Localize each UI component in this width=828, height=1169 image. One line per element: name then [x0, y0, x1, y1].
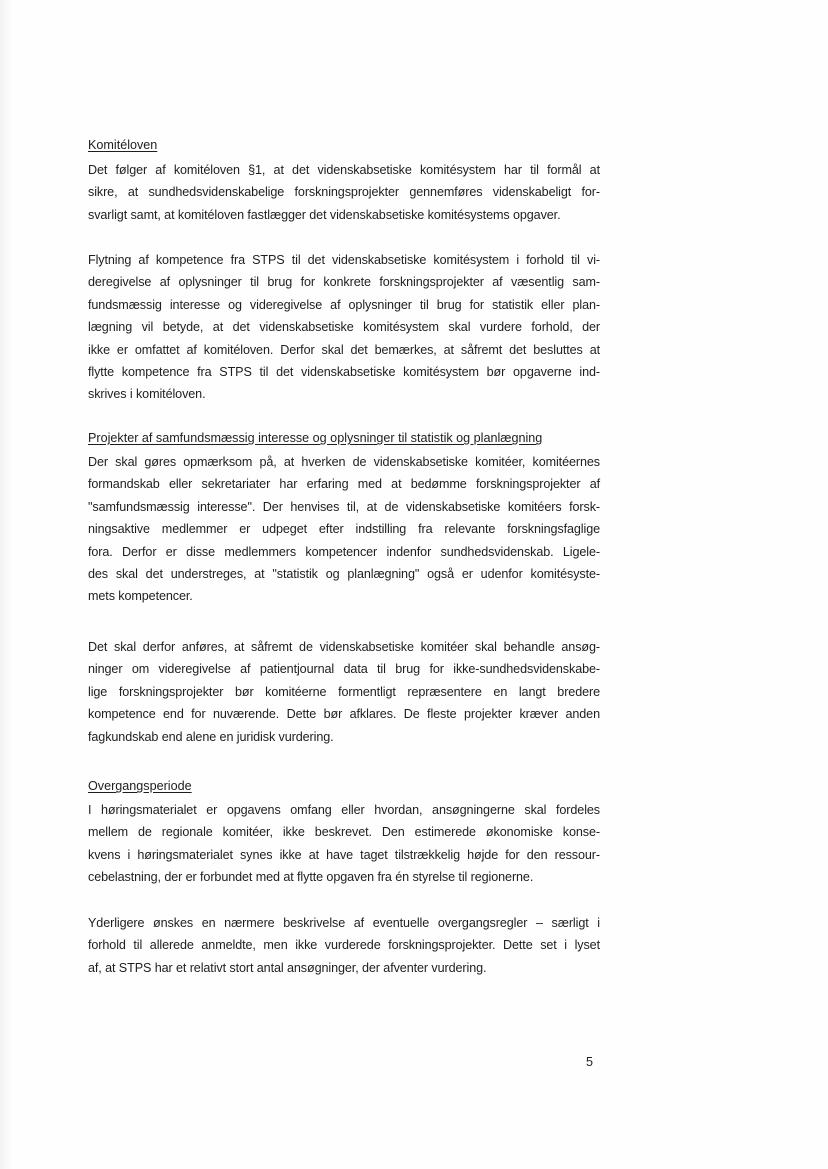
- text-line: ningsaktive medlemmer er udpeget efter indstilling fra relevante forskningsfaglige: [88, 522, 600, 537]
- text-line: cebelastning, der er forbundet med at flytte opgaven fra én styrelse til regionerne.: [88, 870, 534, 885]
- text-line: Det skal derfor anføres, at såfremt de videnskabsetiske komitéer skal behandle ansøg-: [88, 640, 600, 654]
- text-line: fora. Derfor er disse medlemmers kompetencer indenfor sundhedsvidenskab. Ligele-: [88, 544, 600, 559]
- text-line: lige forskningsprojekter bør komitéerne formentligt repræsentere en langt bredere: [88, 684, 600, 699]
- text-line: Det følger af komitéloven §1, at det videnskabsetiske komitésystem har til formål at: [88, 163, 600, 177]
- heading-komiteloven: Komitéloven: [88, 138, 158, 152]
- text-line: svarligt samt, at komitéloven fastlægger det videnskabsetiske komitésystems opgaver.: [88, 207, 561, 222]
- text-line: deregivelse af oplysninger til brug for konkrete forskningsprojekter af væsentlig sam-: [88, 275, 600, 290]
- text-line: sikre, at sundhedsvidenskabelige forskningsprojekter gennemføres videnskabeligt for-: [88, 185, 600, 200]
- scan-edge-shade: [0, 0, 14, 1169]
- text-line: Der skal gøres opmærksom på, at hverken de videnskabsetiske komitéer, komitéernes: [88, 455, 600, 469]
- paragraph-anfores: [88, 636, 600, 748]
- text-line: lægning vil betyde, at det videnskabsetiske komitésystem skal vurdere forhold, der: [88, 320, 600, 335]
- text-line: flytte kompetence fra STPS til det videnskabsetiske komitésystem bør opgaverne ind-: [88, 365, 600, 380]
- text-line: fundsmæssig interesse og videregivelse af oplysninger til brug for statistik eller plan-: [88, 297, 600, 312]
- paragraph-flytning: [88, 249, 600, 406]
- text-line: mets kompetencer.: [88, 589, 193, 604]
- text-line: Flytning af kompetence fra STPS til det videnskabsetiske komitésystem i forhold til vi-: [88, 253, 600, 267]
- text-line: ikke er omfattet af komitéloven. Derfor skal det bemærkes, at såfremt det besluttes at: [88, 342, 600, 357]
- text-line: forhold til allerede anmeldte, men ikke vurderede forskningsprojekter. Dette set i lyset: [88, 938, 600, 953]
- text-line: mellem de regionale komitéer, ikke beskrevet. Den estimerede økonomiske konse-: [88, 825, 600, 840]
- page-number: 5: [586, 1055, 594, 1069]
- text-line: kompetence end for nuværende. Dette bør afklares. De fleste projekter kræver anden: [88, 707, 600, 722]
- text-line: af, at STPS har et relativt stort antal ansøgninger, der afventer vurdering.: [88, 960, 487, 975]
- text-line: Yderligere ønskes en nærmere beskrivelse af eventuelle overgangsregler – særligt i: [88, 916, 600, 930]
- paragraph-projekter: [88, 451, 600, 608]
- heading-overgangsperiode: Overgangsperiode: [88, 779, 192, 793]
- text-line: kvens i høringsmaterialet synes ikke at have taget tilstrækkelig højde for den ressour-: [88, 847, 600, 862]
- text-line: skrives i komitéloven.: [88, 387, 206, 402]
- paragraph-overgang: [88, 799, 600, 889]
- paragraph-yderligere: [88, 912, 600, 979]
- paragraph-komiteloven: [88, 159, 600, 226]
- text-line: "samfundsmæssig interesse". Der henvises til, at de videnskabsetiske komitéers forsk-: [88, 499, 600, 514]
- heading-projekter: Projekter af samfundsmæssig interesse og oplysninger til statistik og planlægning: [88, 431, 543, 445]
- text-line: formandskab eller sekretariater har erfaring med at bedømme forskningsprojekter af: [88, 477, 600, 492]
- text-line: fagkundskab end alene en juridisk vurdering.: [88, 729, 334, 744]
- text-line: des skal det understreges, at "statistik og planlægning" også er udenfor komitésyste-: [88, 567, 600, 582]
- text-line: ninger om videregivelse af patientjournal data til brug for ikke-sundhedsvidenskabe-: [88, 662, 600, 677]
- text-line: I høringsmaterialet er opgavens omfang eller hvordan, ansøgningerne skal fordeles: [88, 803, 600, 817]
